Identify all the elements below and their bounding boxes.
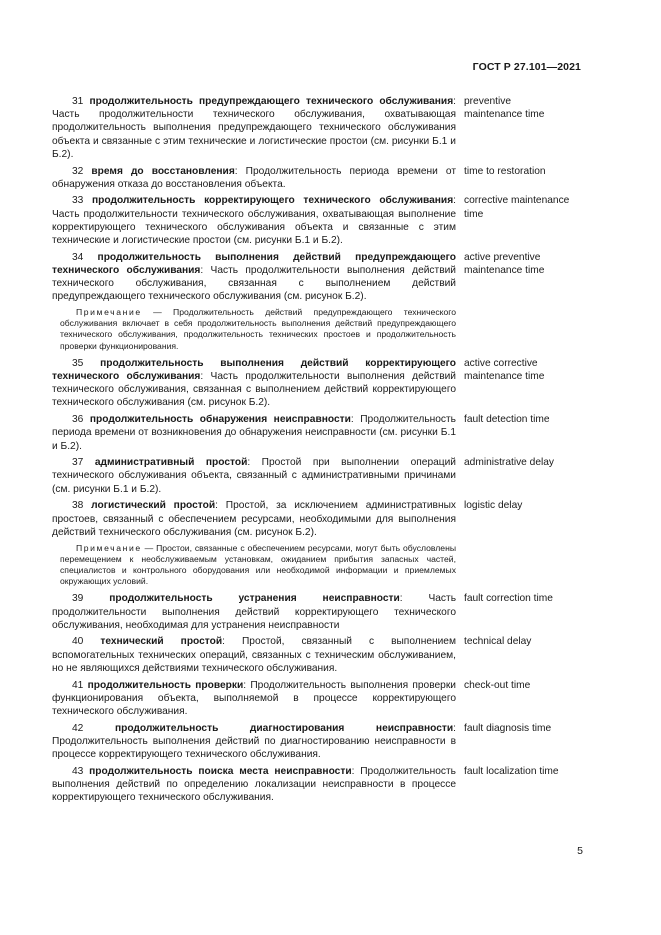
term-name: административный простой — [94, 457, 248, 469]
term-entry-41 — [52, 679, 572, 719]
term-name: продолжительность выполнения действий корректирующего технического обслуживания — [52, 357, 456, 383]
term-name: логистический простой — [91, 500, 216, 512]
term-definition: 33 продолжительность корректирующего технического обслуживания: Часть продолжительности технического обслуживания, охватывающая выполнение корректирующего технического обслуживания объекта и связанные с этим технические и логистические простои (см. рисунки Б.1 и Б.2). — [52, 195, 456, 247]
term-name: продолжительность проверки — [87, 679, 244, 691]
term-entry-36 — [52, 413, 572, 453]
term-definition: 43 продолжительность поиска места неисправности: Продолжительность выполнения действий по определению локализации неисправности в процессе корректирующего технического обслуживания. — [52, 765, 456, 804]
term-definition: 31 продолжительность предупреждающего технического обслуживания: Часть продолжительности технического обслуживания, охватывающая продолжительность выполнения предупреждающего технического обслуживания объекта и связанные с этим технические и логистические простои (см. рисунки Б.1 и Б.2). — [52, 96, 456, 160]
term-definition: 41 продолжительность проверки: Продолжительность выполнения проверки функционирования объекта, выполняемой в процессе корректирующего технического обслуживания. — [52, 679, 456, 717]
term-english: active corrective maintenance time — [464, 357, 545, 383]
term-name: продолжительность диагностирования неисправности — [114, 722, 454, 734]
term-definition: 36 продолжительность обнаружения неисправности: Продолжительность периода времени от возникновения до обнаружения неисправности (см. рисунки Б.1 и Б.2). — [52, 414, 456, 452]
term-entry-38 — [52, 499, 572, 539]
term-entry-39 — [52, 592, 572, 632]
term-definition: 32 время до восстановления: Продолжительность периода времени от обнаружения отказа до восстановления объекта. — [52, 165, 457, 190]
term-entry-37 — [52, 456, 572, 496]
terms-list — [52, 95, 572, 808]
note-38: Примечание — Простои, связанные с обеспечением ресурсами, могут быть обусловлены перемещением к необслуживаемым установкам, ожиданием прибытия запасных частей, специалистов и контрольного оборудования или необходимой информации и приемлемых окружающих условий. — [60, 542, 456, 587]
term-english: active preventive maintenance time — [464, 251, 545, 276]
term-english: preventive maintenance time — [464, 96, 545, 121]
term-name: продолжительность корректирующего технического обслуживания — [92, 195, 454, 207]
page-number: 5 — [577, 845, 583, 857]
note-label: Примечание — [76, 307, 142, 318]
term-english: administrative delay — [464, 457, 555, 469]
note-label: Примечание — [76, 542, 142, 553]
term-definition: 42 продолжительность диагностирования неисправности: Продолжительность выполнения действий по диагностированию неисправности в процессе корректирующего технического обслуживания. — [52, 722, 456, 761]
term-english: corrective maintenance time — [464, 195, 570, 220]
term-english: time to restoration — [464, 165, 546, 177]
term-definition: 37 административный простой: Простой при выполнении операций технического обслуживания объекта, связанный с административными причинами (см. рисунки Б.1 и Б.2). — [52, 457, 457, 495]
term-name: продолжительность выполнения действий предупреждающего технического обслуживания — [52, 251, 456, 276]
term-english: fault localization time — [464, 765, 559, 777]
term-name: время до восстановления — [91, 165, 235, 177]
term-english: technical delay — [464, 636, 532, 648]
term-entry-43 — [52, 765, 572, 805]
term-name: продолжительность поиска места неисправности — [89, 765, 352, 777]
term-name: продолжительность обнаружения неисправности — [89, 414, 351, 426]
term-name: технический простой — [100, 636, 223, 648]
term-definition: 38 логистический простой: Простой, за исключением административных простоев, связанный с обеспечением ресурсами, необходимыми для выполнения действий технического обслуживания (см. рисунок Б.2). — [52, 500, 456, 538]
document-header: ГОСТ Р 27.101—2021 — [472, 61, 581, 73]
term-entry-35 — [52, 357, 572, 410]
term-english: fault diagnosis time — [464, 722, 552, 734]
term-name: продолжительность предупреждающего технического обслуживания — [89, 96, 454, 107]
term-definition: 39 продолжительность устранения неисправности: Часть продолжительности выполнения действий корректирующего технического обслуживания, необходимая для устранения неисправности — [52, 593, 457, 631]
term-entry-33 — [52, 194, 572, 247]
term-english: fault detection time — [464, 414, 550, 426]
term-entry-32 — [52, 165, 572, 191]
term-english: logistic delay — [464, 500, 523, 512]
term-name: продолжительность устранения неисправности — [109, 593, 400, 605]
note-34: Примечание — Продолжительность действий предупреждающего технического обслуживания включает в себя продолжительность выполнения действий предупреждающего технического обслуживания, продолжительность технических простоев и продолжительность проверки функционирования. — [60, 307, 456, 351]
term-entry-34 — [52, 251, 572, 304]
term-entry-40 — [52, 635, 572, 675]
term-entry-31 — [52, 95, 572, 161]
term-english: fault correction time — [464, 593, 553, 605]
term-definition: 34 продолжительность выполнения действий предупреждающего технического обслуживания: Часть продолжительности выполнения действий технического обслуживания, связанная с выполнением действий предупреждающего технического обслуживания (см. рисунок Б.2). — [52, 251, 456, 303]
term-definition: 35 продолжительность выполнения действий корректирующего технического обслуживания: Часть продолжительности выполнения действий технического обслуживания, связанная с выполнением действий корректирующего технического обслуживания (см. рисунок Б.2). — [52, 357, 456, 409]
term-definition: 40 технический простой: Простой, связанный с выполнением вспомогательных технических операций, связанных с техническим обслуживанием, но не являющихся действиями технического обслуживания. — [52, 636, 456, 674]
term-english: check-out time — [464, 679, 531, 691]
term-entry-42 — [52, 722, 572, 762]
